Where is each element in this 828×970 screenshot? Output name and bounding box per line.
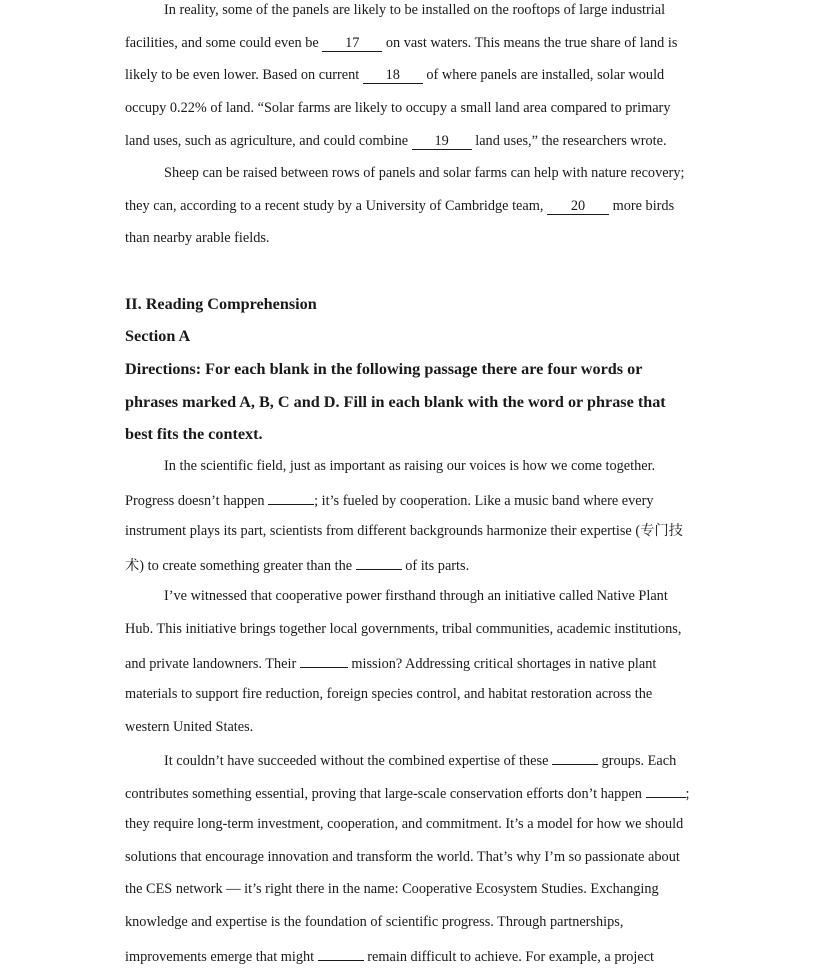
passage-line	[125, 912, 623, 932]
text: of its parts.	[401, 558, 470, 574]
text: knowledge and expertise is the foundation of scientific progress. Through partnerships,	[125, 914, 624, 930]
passage-line	[125, 98, 670, 118]
text: land uses,” the researchers wrote.	[471, 133, 667, 149]
text: 术) to create something greater than the	[125, 558, 356, 574]
text: more birds	[609, 198, 675, 214]
text: on vast waters. This means the true share of land is	[382, 35, 678, 51]
passage-line	[125, 131, 667, 151]
passage-line	[164, 163, 684, 183]
passage-line	[164, 749, 676, 769]
passage-line	[125, 619, 681, 639]
passage-line	[125, 521, 683, 541]
text: and private landowners. Their	[125, 656, 300, 672]
passage-line	[125, 847, 680, 867]
text: remain difficult to achieve. For example, a project	[363, 949, 655, 965]
answer-blank	[552, 749, 598, 765]
text: facilities, and some could even be	[125, 35, 323, 51]
passage-line	[125, 879, 659, 899]
answer-blank	[646, 782, 686, 798]
passage-line	[125, 945, 654, 965]
blank-20: 20	[547, 199, 609, 215]
section-subtitle: Section A	[125, 327, 191, 345]
text: land uses, such as agriculture, and could combine	[125, 133, 412, 149]
text: mission? Addressing critical shortages in native plant	[347, 656, 657, 672]
passage-line	[125, 814, 683, 834]
text: ;	[685, 786, 690, 802]
text: Progress doesn’t happen	[125, 493, 269, 509]
passage-line	[125, 489, 654, 509]
text: groups. Each	[598, 753, 677, 769]
text: than nearby arable fields.	[125, 230, 270, 246]
passage-line	[164, 456, 655, 476]
text: likely to be even lower. Based on current	[125, 67, 363, 83]
text: ; it’s fueled by cooperation. Like a music band where every	[314, 493, 654, 509]
passage-line	[164, 0, 665, 20]
text: In reality, some of the panels are likely to be installed on the rooftops of large industrial	[164, 2, 666, 18]
text: I’ve witnessed that cooperative power firsthand through an initiative called Native Plant	[164, 588, 668, 604]
answer-blank	[318, 945, 364, 961]
answer-blank	[300, 652, 348, 668]
text: of where panels are installed, solar would	[422, 67, 665, 83]
text: occupy 0.22% of land. “Solar farms are likely to occupy a small land area compared to primary	[125, 100, 671, 116]
blank-19: 19	[412, 134, 472, 150]
text: solutions that encourage innovation and transform the world. That’s why I’m so passionate about	[125, 849, 680, 865]
passage-line	[125, 196, 674, 216]
text: instrument plays its part, scientists from different backgrounds harmonize their expertise (专门技	[125, 523, 683, 539]
text: they can, according to a recent study by a University of Cambridge team,	[125, 198, 548, 214]
passage-line	[125, 652, 656, 672]
text: Hub. This initiative brings together local governments, tribal communities, academic institutions,	[125, 621, 682, 637]
text: In the scientific field, just as important as raising our voices is how we come together.	[164, 458, 656, 474]
answer-blank	[268, 489, 314, 505]
text: contributes something essential, proving that large-scale conservation efforts don’t happen	[125, 786, 646, 802]
section-title: II. Reading Comprehension	[125, 295, 317, 313]
text: materials to support fire reduction, foreign species control, and habitat restoration across the	[125, 686, 653, 702]
blank-17: 17	[322, 36, 382, 52]
text: the CES network — it’s right there in the name: Cooperative Ecosystem Studies. Exchanging	[125, 881, 659, 897]
passage-line	[125, 554, 469, 574]
passage-line	[164, 586, 668, 606]
directions-line: Directions: For each blank in the following passage there are four words or	[125, 360, 643, 378]
directions-line: best fits the context.	[125, 425, 263, 443]
passage-line	[125, 33, 677, 53]
text: Sheep can be raised between rows of panels and solar farms can help with nature recovery;	[164, 165, 685, 181]
passage-line	[125, 717, 253, 737]
blank-18: 18	[363, 68, 423, 84]
passage-line	[125, 782, 690, 802]
text: It couldn’t have succeeded without the combined expertise of these	[164, 753, 553, 769]
directions-line: phrases marked A, B, C and D. Fill in each blank with the word or phrase that	[125, 393, 666, 411]
passage-line	[125, 65, 664, 85]
text: improvements emerge that might	[125, 949, 318, 965]
text: they require long-term investment, cooperation, and commitment. It’s a model for how we should	[125, 816, 684, 832]
passage-line	[125, 228, 270, 248]
passage-line	[125, 684, 652, 704]
answer-blank	[356, 554, 402, 570]
text: western United States.	[125, 719, 254, 735]
